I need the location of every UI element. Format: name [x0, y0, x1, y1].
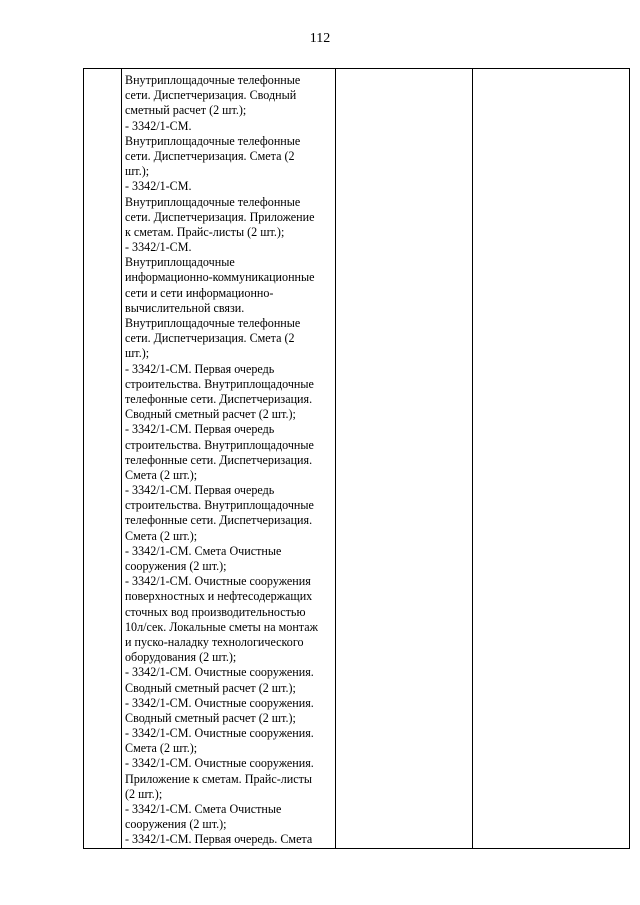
- description-line: - 3342/1-СМ.: [125, 118, 192, 133]
- description-line: сети. Диспетчеризация. Приложение: [125, 209, 315, 224]
- table-cell-column-4: [473, 69, 630, 849]
- description-line: - 3342/1-СМ. Первая очередь: [125, 483, 275, 498]
- description-line: строительства. Внутриплощадочные: [125, 376, 314, 391]
- description-line: Сводный сметный расчет (2 шт.);: [125, 680, 296, 695]
- description-line: Внутриплощадочные телефонные: [125, 194, 301, 209]
- description-line: Внутриплощадочные телефонные: [125, 316, 301, 330]
- description-line: Сводный сметный расчет (2 шт.);: [125, 710, 296, 725]
- description-line: - 3342/1-СМ. Очистные сооружения.: [125, 756, 314, 771]
- description-line: сети. Диспетчеризация. Смета (2: [125, 148, 295, 163]
- description-line: - 3342/1-СМ. Первая очередь. Смета: [125, 832, 313, 847]
- description-line: к сметам. Прайс-листы (2 шт.);: [125, 224, 285, 239]
- description-line: шт.);: [125, 164, 150, 179]
- description-line: (2 шт.);: [125, 786, 163, 801]
- description-line: - 3342/1-СМ. Первая очередь: [125, 422, 275, 437]
- description-line: - 3342/1-СМ. Очистные сооружения: [125, 574, 311, 589]
- description-line: строительства. Внутриплощадочные: [125, 498, 314, 513]
- description-line: Смета (2 шт.);: [125, 467, 198, 482]
- description-line: Приложение к сметам. Прайс-листы: [125, 771, 313, 786]
- description-line: сооружения (2 шт.);: [125, 817, 227, 832]
- description-line: - 3342/1-СМ. Первая очередь: [125, 361, 275, 376]
- description-line: сооружения (2 шт.);: [125, 559, 227, 573]
- description-line: строительства. Внутриплощадочные: [125, 437, 314, 452]
- description-line: Сводный сметный расчет (2 шт.);: [125, 407, 296, 422]
- description-line: - 3342/1-СМ. Смета Очистные: [125, 543, 282, 558]
- description-line: сети. Диспетчеризация. Смета (2: [125, 331, 295, 346]
- description-line: и пуско-наладку технологического: [125, 634, 304, 649]
- description-line: сметный расчет (2 шт.);: [125, 103, 247, 118]
- description-line: Внутриплощадочные телефонные: [125, 73, 301, 87]
- description-line: поверхностных и нефтесодержащих: [125, 589, 313, 604]
- description-line: Смета (2 шт.);: [125, 741, 198, 756]
- description-line: 10л/сек. Локальные сметы на монтаж: [125, 619, 318, 634]
- description-line: шт.);: [125, 346, 150, 361]
- description-line: - 3342/1-СМ. Очистные сооружения.: [125, 695, 314, 710]
- table-row: [84, 69, 630, 849]
- description-line: оборудования (2 шт.);: [125, 650, 237, 665]
- document-table: [83, 68, 630, 849]
- description-line: Внутриплощадочные: [125, 255, 235, 270]
- description-line: сточных вод производительностью: [125, 604, 306, 619]
- table-cell-number: [84, 69, 122, 849]
- description-line: телефонные сети. Диспетчеризация.: [125, 452, 313, 467]
- description-line: информационно-коммуникационные: [125, 270, 315, 285]
- description-line: Внутриплощадочные телефонные: [125, 133, 301, 148]
- description-line: - 3342/1-СМ. Очистные сооружения.: [125, 726, 314, 741]
- page-number: 112: [309, 31, 331, 46]
- description-line: Смета (2 шт.);: [125, 528, 198, 543]
- description-line: - 3342/1-СМ.: [125, 179, 192, 194]
- description-line: телефонные сети. Диспетчеризация.: [125, 391, 313, 406]
- description-line: телефонные сети. Диспетчеризация.: [125, 513, 313, 528]
- description-line: сети. Диспетчеризация. Сводный: [125, 88, 297, 103]
- description-line: вычислительной связи.: [125, 300, 245, 315]
- description-line: - 3342/1-СМ. Смета Очистные: [125, 802, 282, 816]
- table-cell-description: [122, 69, 336, 849]
- description-line: - 3342/1-СМ.: [125, 240, 192, 255]
- table-cell-column-3: [336, 69, 473, 849]
- description-line: сети и сети информационно-: [125, 285, 274, 300]
- description-line: - 3342/1-СМ. Очистные сооружения.: [125, 665, 314, 680]
- description-text: [122, 69, 335, 848]
